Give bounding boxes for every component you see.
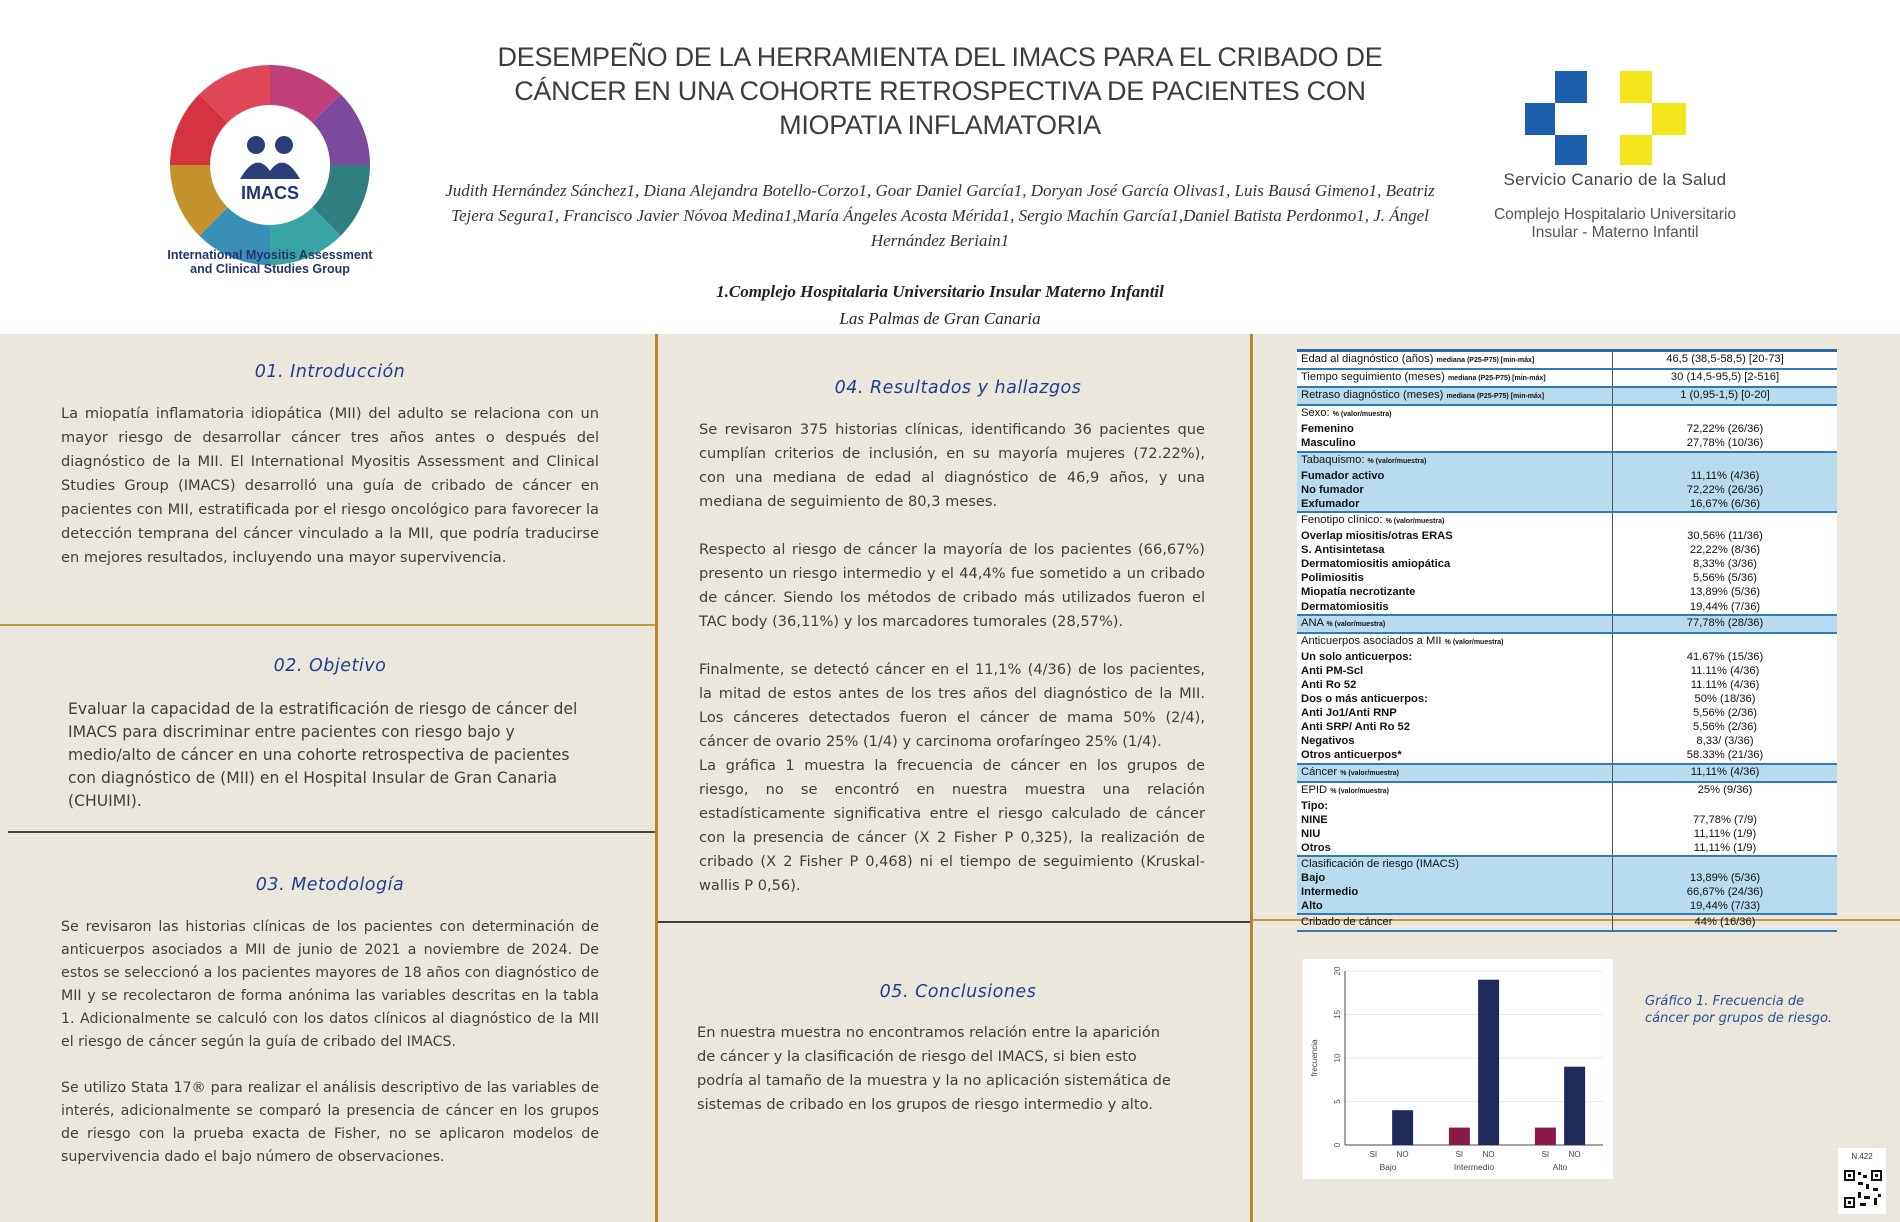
resultados-paragraph-4: La gráfica 1 muestra la frecuencia de cáncer en los grupos de riesgo, no se encontró en nuestra muestra una relación estadísticamente significativa entre el riesgo calculado de cáncer con la presencia de cáncer (X 2 Fisher P 0,325), la realización de cribado (X 2 Fisher P 0,468) ni el tiempo de seguimiento (Kruskal-wallis P 0,56). (699, 757, 1205, 894)
table-row-value: 16,67% (6/36) (1689, 497, 1761, 510)
table-row-label (1297, 748, 1613, 762)
table-row-label (1297, 827, 1613, 841)
scs-sub-line-1: Complejo Hospitalario Universitario (1493, 206, 1737, 223)
table-row-label (1297, 734, 1613, 748)
table-label-note: % (valor/muestra) (1326, 620, 1386, 628)
table-group (1297, 634, 1837, 765)
poster-header (0, 0, 1900, 334)
table-row (1297, 734, 1837, 748)
table-group (1297, 513, 1837, 616)
scs-name: Servicio Canario de la Salud (1503, 170, 1727, 189)
table-row (1297, 915, 1837, 929)
resultados-paragraph-1: Se revisaron 375 historias clínicas, identificando 36 pacientes que cumplían criterios de inclusión, en su mayoría mujeres (72.22%), con una mediana de edad al diagnóstico de 46,9 años, y una mediana de seguimiento de 80,3 meses. (699, 421, 1205, 510)
table-row-label (1297, 857, 1613, 871)
table-row-label (1297, 899, 1613, 913)
table-row-label (1297, 783, 1613, 799)
table-label-text: Masculino (1301, 437, 1356, 450)
table-label-text: Exfumador (1301, 497, 1360, 510)
table-row (1297, 436, 1837, 450)
resultados-text (699, 418, 1205, 898)
table-row-label (1297, 585, 1613, 599)
table-row-value: 19,44% (7/36) (1689, 600, 1761, 613)
table-row-value (1613, 799, 1837, 813)
table-row-label (1297, 469, 1613, 483)
chart-y-tick-label: 5 (1333, 1099, 1342, 1104)
table-row (1297, 692, 1837, 706)
table-row-value (1613, 453, 1837, 469)
table-row-label (1297, 650, 1613, 664)
chart-x-subcategory-label: NO (1396, 1150, 1409, 1159)
chart-y-tick-label: 0 (1333, 1142, 1342, 1148)
table-label-text: Miopatía necrotizante (1301, 586, 1416, 599)
title-line-1: DESEMPEÑO DE LA HERRAMIENTA DEL IMACS PARA EL CRIBADO DE (497, 42, 1383, 72)
section-divider-intro (0, 624, 655, 626)
table-row-label (1297, 664, 1613, 678)
table-label-text: Clasificación de riesgo (IMACS) (1301, 858, 1459, 871)
table-label-text: Sexo: (1301, 407, 1330, 420)
table-row-value (1613, 513, 1837, 529)
resultados-paragraph-3: Finalmente, se detectó cáncer en el 11,1% (4/36) de los pacientes, la mitad de estos antes de los tres años del diagnóstico de la MII. Los cánceres detectados fueron el cáncer de mama 50% (2/4), cáncer de ovario 25% (1/4) y carcinoma orofaríngeo 25% (1/4). (699, 661, 1205, 750)
table-label-text: Polimiositis (1301, 572, 1364, 585)
table-row-value: 50% (18/36) (1694, 693, 1756, 706)
table-row-label (1297, 483, 1613, 497)
chart-x-subcategory-label: SI (1369, 1150, 1378, 1159)
title-line-3: MIOPATIA INFLAMATORIA (779, 110, 1101, 140)
table-row (1297, 871, 1837, 885)
table-row (1297, 899, 1837, 913)
table-row-label (1297, 841, 1613, 855)
chart-x-group-label: Alto (1552, 1162, 1568, 1172)
objetivo-title: 02. Objetivo (273, 656, 387, 676)
chart-caption (1645, 993, 1845, 1027)
chart-caption-line-1: Gráfico 1. Frecuencia de (1645, 994, 1805, 1009)
table-row-value: 11,11% (1/9) (1693, 842, 1757, 854)
table-label-text: Otros (1301, 842, 1331, 854)
table-row-value: 66,67% (24/36) (1686, 886, 1764, 899)
table-label-text: Bajo (1301, 872, 1326, 885)
imacs-caption (160, 248, 380, 276)
table-row-value: 77,78% (28/36) (1686, 616, 1764, 629)
table-label-text: Tipo: (1301, 799, 1329, 812)
table-row-value (1613, 857, 1837, 871)
table-label-note: % (valor/muestra) (1367, 457, 1427, 465)
table-row-label (1297, 388, 1613, 404)
section-divider-objetivo (8, 831, 655, 833)
chart-bar-no-bajo (1392, 1110, 1413, 1145)
table-row-label (1297, 799, 1613, 813)
table-row (1297, 529, 1837, 543)
table-label-text: Anti SRP/ Anti Ro 52 (1301, 721, 1410, 734)
descriptive-table (1297, 349, 1837, 929)
table-row-label (1297, 557, 1613, 571)
table-row (1297, 557, 1837, 571)
table-row-label (1297, 871, 1613, 885)
table-row-label (1297, 634, 1613, 650)
table-label-text: Anti Ro 52 (1301, 678, 1357, 691)
chart-bar-no-intermedio (1478, 980, 1499, 1145)
table-row (1297, 748, 1837, 762)
chart-bar-si-intermedio (1449, 1128, 1470, 1145)
title-line-2: CÁNCER EN UNA COHORTE RETROSPECTIVA DE PACIENTES CON (514, 76, 1366, 106)
table-row (1297, 857, 1837, 871)
intro-title: 01. Introducción (254, 362, 406, 382)
table-row-label (1297, 406, 1613, 422)
chart-x-group-label: Intermedio (1453, 1162, 1495, 1172)
table-row (1297, 453, 1837, 469)
resultados-paragraph-2: Respecto al riesgo de cáncer la mayoría de los pacientes (66,67%) presento un riesgo intermedio y el 44,4% fue sometido a un cribado de cáncer. Siendo los métodos de cribado más utilizados fueron el TAC body (36,11%) y los marcadores tumorales (28,57%). (699, 541, 1205, 630)
chart-y-tick-label: 10 (1333, 1053, 1342, 1063)
authors-line-3: Hernández Beriain1 (870, 231, 1010, 250)
table-row (1297, 765, 1837, 781)
table-row-value: 30 (14,5-95,5) [2-516] (1670, 371, 1780, 384)
table-group (1297, 352, 1837, 370)
table-row-value: 5,56% (2/36) (1692, 721, 1758, 734)
table-label-note: % (valor/muestra) (1340, 769, 1399, 777)
table-row (1297, 497, 1837, 511)
table-row (1297, 783, 1837, 799)
table-row-label (1297, 600, 1613, 614)
table-group (1297, 783, 1837, 857)
table-row-value: 58.33% (21/36) (1686, 749, 1764, 762)
table-label-text: Un solo anticuerpos: (1301, 650, 1413, 663)
table-row-label (1297, 571, 1613, 585)
table-label-text: Tabaquismo: (1301, 453, 1365, 466)
table-group (1297, 453, 1837, 513)
table-label-text: Cáncer (1301, 765, 1338, 778)
table-row-value: 44% (16/36) (1694, 916, 1756, 929)
scs-logo (1525, 65, 1700, 170)
table-label-text: Edad al diagnóstico (años) (1301, 353, 1434, 365)
table-label-text: Overlap miositis/otras ERAS (1301, 530, 1453, 543)
table-label-note: % (valor/muestra) (1385, 517, 1445, 525)
affiliation (600, 278, 1280, 332)
table-row (1297, 469, 1837, 483)
table-label-text: Dermatomiositis amiopática (1301, 558, 1451, 571)
table-row (1297, 352, 1837, 368)
table-row (1297, 841, 1837, 855)
table-label-text: Otros anticuerpos* (1301, 749, 1402, 762)
table-row (1297, 422, 1837, 436)
table-row (1297, 664, 1837, 678)
table-label-note: % (valor/muestra) (1330, 787, 1389, 795)
table-row-label (1297, 513, 1613, 529)
table-label-note: mediana (P25-P75) [min-máx] (1447, 375, 1546, 383)
table-row-value: 22,22% (8/36) (1689, 544, 1761, 557)
table-row (1297, 885, 1837, 899)
conclusiones-text: En nuestra muestra no encontramos relación entre la aparición de cáncer y la clasificación de riesgo del IMACS, si bien esto podría al tamaño de la muestra y la no aplicación sistemática de sistemas de cribado en los grupos de riesgo intermedio y alto. (697, 1024, 1171, 1113)
table-row-value: 5,56% (5/36) (1692, 572, 1758, 585)
table-row-label (1297, 692, 1613, 706)
scs-sub-line-2: Insular - Materno Infantil (1531, 224, 1699, 241)
section-divider-resultados (658, 921, 1250, 923)
table-row (1297, 706, 1837, 720)
metodologia-paragraph-2: Se utilizo Stata 17® para realizar el análisis descriptivo de las variables de interés, adicionalmente se comparó la presencia de cáncer en los grupos de riesgo con la prueba exacta de Fisher, no se aplicaron modelos de supervivencia dado el bajo número de observaciones. (61, 1080, 599, 1165)
table-row-label (1297, 529, 1613, 543)
table-label-text: NIU (1301, 827, 1321, 840)
table-row-value: 46,5 (38,5-58,5) [20-73] (1666, 353, 1784, 365)
table-label-text: S. Antisintetasa (1301, 544, 1385, 557)
table-row-label (1297, 813, 1613, 827)
imacs-logo-text: IMACS (241, 183, 299, 203)
table-row (1297, 650, 1837, 664)
table-label-text: Fenotipo clínico: (1301, 513, 1383, 526)
table-label-text: Tiempo seguimiento (meses) (1301, 371, 1445, 384)
table-row-label (1297, 885, 1613, 899)
table-row-label (1297, 497, 1613, 511)
table-row-label (1297, 352, 1613, 368)
table-label-text: Anti Jo1/Anti RNP (1301, 707, 1397, 720)
metodologia-title: 03. Metodología (255, 875, 405, 895)
table-row-label (1297, 915, 1613, 929)
table-row-value: 5,56% (2/36) (1692, 707, 1758, 720)
table-row-value: 13,89% (5/36) (1689, 586, 1761, 599)
table-row (1297, 370, 1837, 386)
table-row-value: 11.11% (4/36) (1690, 664, 1760, 677)
table-row (1297, 585, 1837, 599)
table-row (1297, 827, 1837, 841)
table-row-label (1297, 706, 1613, 720)
table-row-value: 11,11% (1/9) (1693, 827, 1757, 840)
column-divider-1 (655, 334, 658, 1222)
table-label-text: Alto (1301, 900, 1323, 913)
table-row-value (1613, 634, 1837, 650)
affiliation-city: Las Palmas de Gran Canaria (839, 309, 1041, 328)
table-label-text: Dos o más anticuerpos: (1301, 693, 1428, 706)
chart-bar-no-alto (1564, 1067, 1585, 1145)
resultados-title: 04. Resultados y hallazgos (834, 378, 1082, 398)
table-row (1297, 388, 1837, 404)
authors (405, 178, 1475, 253)
chart-y-axis-label: frecuencia (1310, 1039, 1319, 1077)
table-label-text: Femenino (1301, 423, 1354, 436)
table-row (1297, 678, 1837, 692)
imacs-caption-line-1: International Myositis Assessment (167, 248, 373, 262)
table-row-value: 25% (9/36) (1697, 783, 1753, 796)
table-row-value: 72,22% (26/36) (1686, 423, 1764, 436)
table-group (1297, 370, 1837, 388)
table-row-value: 30,56% (11/36) (1687, 530, 1763, 543)
table-label-text: Retraso diagnóstico (meses) (1301, 389, 1444, 402)
table-row-label (1297, 422, 1613, 436)
table-label-note: % (valor/muestra) (1444, 638, 1504, 646)
table-row-value: 1 (0,95-1,5) [0-20] (1680, 389, 1770, 402)
chart-y-tick-label: 20 (1333, 966, 1342, 976)
chart-x-subcategory-label: SI (1541, 1150, 1550, 1159)
chart-bar-si-alto (1535, 1128, 1556, 1145)
table-row-value: 27,78% (10/36) (1686, 437, 1764, 450)
table-label-note: mediana (P25-P75) [min-máx] (1446, 393, 1545, 401)
table-group (1297, 406, 1837, 452)
table-label-note: % (valor/muestra) (1332, 411, 1392, 419)
authors-line-2: Tejera Segura1, Francisco Javier Nóvoa Medina1,María Ángeles Acosta Mérida1, Sergio Machín García1,Daniel Batista Perdonmo1, J. Ángel (451, 206, 1429, 225)
chart-x-subcategory-label: NO (1568, 1150, 1581, 1159)
chart-y-tick-label: 15 (1333, 1010, 1342, 1019)
table-row (1297, 600, 1837, 614)
table-row (1297, 799, 1837, 813)
cancer-frequency-chart (1303, 959, 1613, 1179)
table-group (1297, 616, 1837, 634)
chart-x-group-label: Bajo (1379, 1162, 1397, 1172)
table-row-value: 11,11% (4/36) (1690, 469, 1760, 482)
table-row-label (1297, 720, 1613, 734)
column-divider-2 (1250, 334, 1253, 1222)
table-row-label (1297, 543, 1613, 557)
metodologia-text (61, 916, 599, 1193)
table-label-text: Negativos (1301, 735, 1355, 748)
table-row (1297, 513, 1837, 529)
chart-panel (1303, 959, 1613, 1179)
metodologia-paragraph-1: Se revisaron las historias clínicas de los pacientes con determinación de anticuerpos asociados a MII de junio de 2021 a noviembre de 2024. De estos se seleccionó a los pacientes mayores de 18 años con diagnóstico de MII y se recolectaron de forma anónima las variables descritas en la tabla 1. Adicionalmente se calculó con los datos clínicos al diagnóstico de la MII el riesgo de cáncer según la guía de cribado del IMACS. (61, 919, 599, 1050)
table-row-label (1297, 453, 1613, 469)
table-row-label (1297, 616, 1613, 632)
qr-label: N.422 (1851, 1152, 1873, 1161)
table-row-label (1297, 370, 1613, 386)
table-group (1297, 915, 1837, 931)
table-row-value: 11,11% (4/36) (1690, 765, 1760, 778)
table-row-value: 8,33% (3/36) (1692, 558, 1758, 571)
table-group (1297, 765, 1837, 783)
table-row (1297, 813, 1837, 827)
intro-text: La miopatía inflamatoria idiopática (MII) del adulto se relaciona con un mayor riesgo de desarrollar cáncer tres años antes o después del diagnóstico de la MII. El International Myositis Assessment and Clinical Studies Group (IMACS) desarrolló una guía de cribado de cáncer en pacientes con MII, estratificada por el riesgo oncológico para favorecer la detección temprana del cáncer vinculado a la MII, que podría traducirse en mejores resultados, incluyendo una mayor supervivencia. (61, 405, 599, 566)
imacs-caption-line-2: and Clinical Studies Group (190, 262, 350, 276)
poster-title (470, 40, 1410, 142)
table-label-text: EPID (1301, 783, 1328, 796)
table-row-value: 41.67% (15/36) (1686, 650, 1764, 663)
chart-x-subcategory-label: SI (1455, 1150, 1464, 1159)
chart-caption-line-2: cáncer por grupos de riesgo. (1645, 1011, 1833, 1026)
table-label-text: Dermatomiositis (1301, 600, 1389, 613)
table-label-text: NINE (1301, 813, 1328, 826)
table-row-value (1613, 406, 1837, 422)
table-row-label (1297, 678, 1613, 692)
table-row-value: 19,44% (7/33) (1689, 900, 1761, 913)
table-label-text: No fumador (1301, 483, 1364, 496)
table-label-text: Intermedio (1301, 886, 1359, 899)
table-row (1297, 634, 1837, 650)
table-row-label (1297, 436, 1613, 450)
table-label-text: Anti PM-Scl (1301, 664, 1364, 677)
affiliation-name: 1.Complejo Hospitalaria Universitario Insular Materno Infantil (716, 282, 1164, 301)
table-row-value: 77,78% (7/9) (1692, 813, 1758, 826)
table-label-text: ANA (1301, 616, 1324, 629)
conclusiones-title: 05. Conclusiones (879, 982, 1037, 1002)
table-label-text: Cribado de cáncer (1301, 916, 1393, 929)
table-group (1297, 857, 1837, 915)
table-row-value: 8,33/ (3/36) (1696, 735, 1754, 748)
table-label-note: mediana (P25-P75) [min-máx] (1436, 357, 1535, 364)
table-group (1297, 388, 1837, 406)
table-label-text: Anticuerpos asociados a MII (1301, 634, 1442, 647)
authors-line-1: Judith Hernández Sánchez1, Diana Alejandra Botello-Corzo1, Goar Daniel García1, Doryan José García Olivas1, Luis Bausá Gimeno1, Beatriz (445, 181, 1435, 200)
table-row (1297, 406, 1837, 422)
table-row (1297, 543, 1837, 557)
table-row-label (1297, 765, 1613, 781)
objetivo-text: Evaluar la capacidad de la estratificación de riesgo de cáncer del IMACS para discriminar entre pacientes con riesgo bajo y medio/alto de cáncer en una cohorte retrospectiva de pacientes con diagnóstico de (MII) en el Hospital Insular de Gran Canaria (CHUIMI). (68, 700, 578, 810)
chart-x-subcategory-label: NO (1482, 1150, 1495, 1159)
table-row-value: 72,22% (26/36) (1686, 483, 1764, 496)
table-row-value: 13,89% (5/36) (1689, 872, 1761, 885)
table-row (1297, 720, 1837, 734)
table-label-text: Fumador activo (1301, 469, 1385, 482)
table-row-value: 11.11% (4/36) (1690, 678, 1760, 691)
table-row (1297, 483, 1837, 497)
imacs-logo (165, 50, 375, 280)
table-row (1297, 616, 1837, 632)
table-row (1297, 571, 1837, 585)
scs-subtitle (1470, 206, 1760, 242)
